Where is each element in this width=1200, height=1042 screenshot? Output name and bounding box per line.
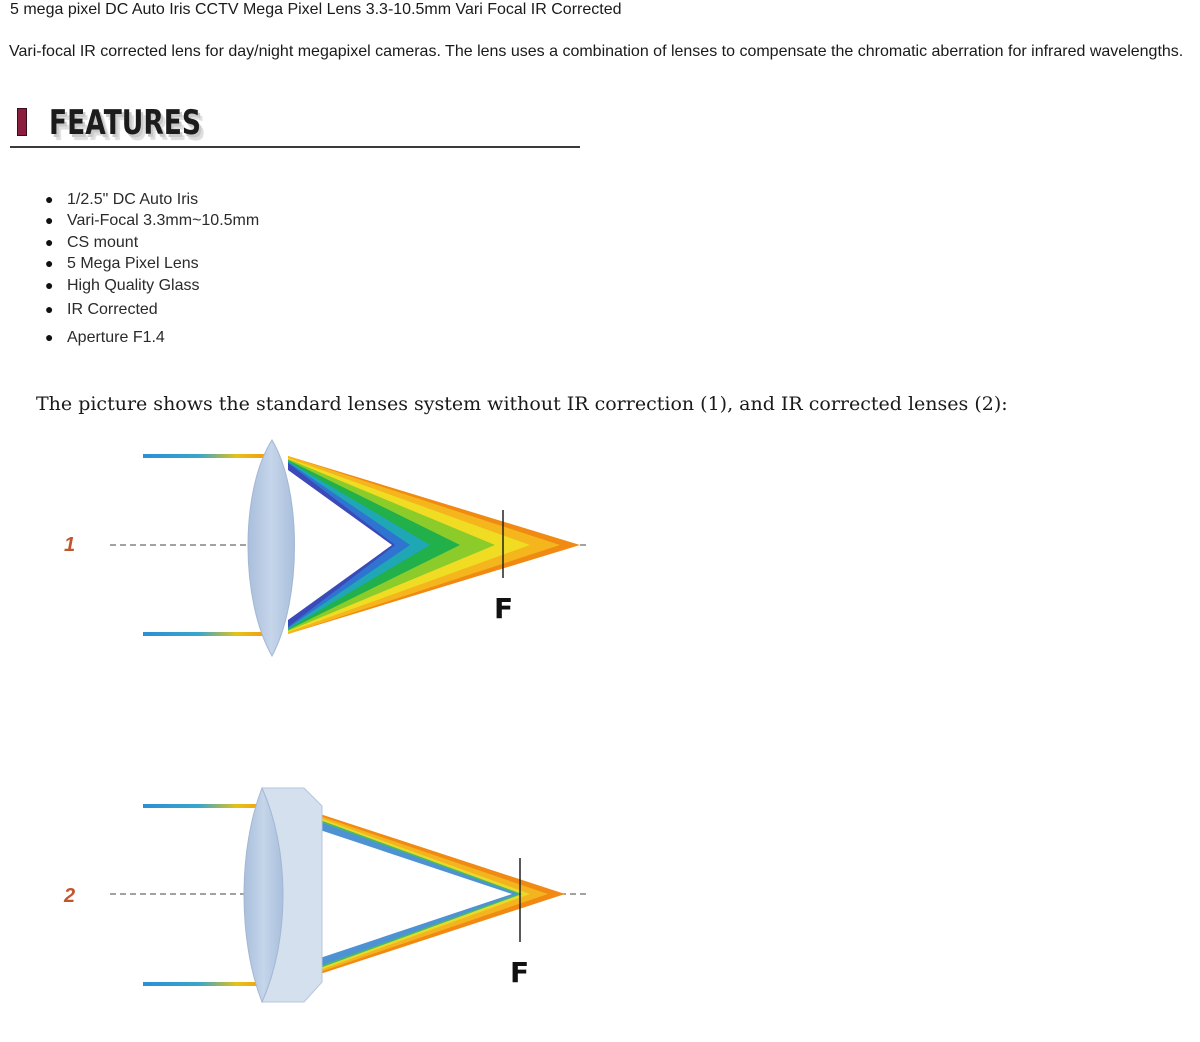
- incoming-ray-bottom: [143, 632, 268, 636]
- incoming-ray-top: [143, 454, 268, 458]
- feature-label: Aperture F1.4: [67, 329, 165, 346]
- diagram-number-1: 1: [64, 534, 76, 556]
- bullet-icon: ●: [45, 212, 54, 228]
- feature-label: 1/2.5" DC Auto Iris: [67, 191, 199, 208]
- focal-label-2: F: [510, 956, 530, 989]
- features-title: FEATURES: [49, 103, 201, 143]
- focal-label-1: F: [494, 592, 514, 625]
- product-description: Vari-focal IR corrected lens for day/night megapixel cameras. The lens uses a combination of lenses to compensate the chromatic aberration for infrared wavelengths.: [9, 43, 1184, 60]
- feature-label: 5 Mega Pixel Lens: [67, 255, 199, 272]
- page-title: 5 mega pixel DC Auto Iris CCTV Mega Pixel Lens 3.3-10.5mm Vari Focal IR Corrected: [10, 1, 622, 18]
- bullet-icon: ●: [45, 329, 54, 345]
- diagram-caption: The picture shows the standard lenses system without IR correction (1), and IR corrected lenses (2):: [36, 393, 1008, 415]
- lens-element: [248, 440, 295, 656]
- incoming-ray-top: [143, 804, 268, 808]
- bullet-icon: ●: [45, 255, 54, 271]
- bullet-icon: ●: [45, 234, 54, 250]
- corrected-beam: [320, 814, 565, 974]
- diagram-panel-1: [110, 440, 590, 656]
- feature-label: High Quality Glass: [67, 277, 200, 294]
- bullet-icon: ●: [45, 277, 54, 293]
- feature-label: IR Corrected: [67, 301, 158, 318]
- bullet-icon: ●: [45, 301, 54, 317]
- bullet-icon: ●: [45, 191, 54, 207]
- diagram-number-2: 2: [64, 885, 76, 907]
- incoming-ray-bottom: [143, 982, 268, 986]
- dispersed-beam: [288, 456, 580, 634]
- feature-label: CS mount: [67, 234, 139, 251]
- feature-label: Vari-Focal 3.3mm~10.5mm: [67, 212, 260, 229]
